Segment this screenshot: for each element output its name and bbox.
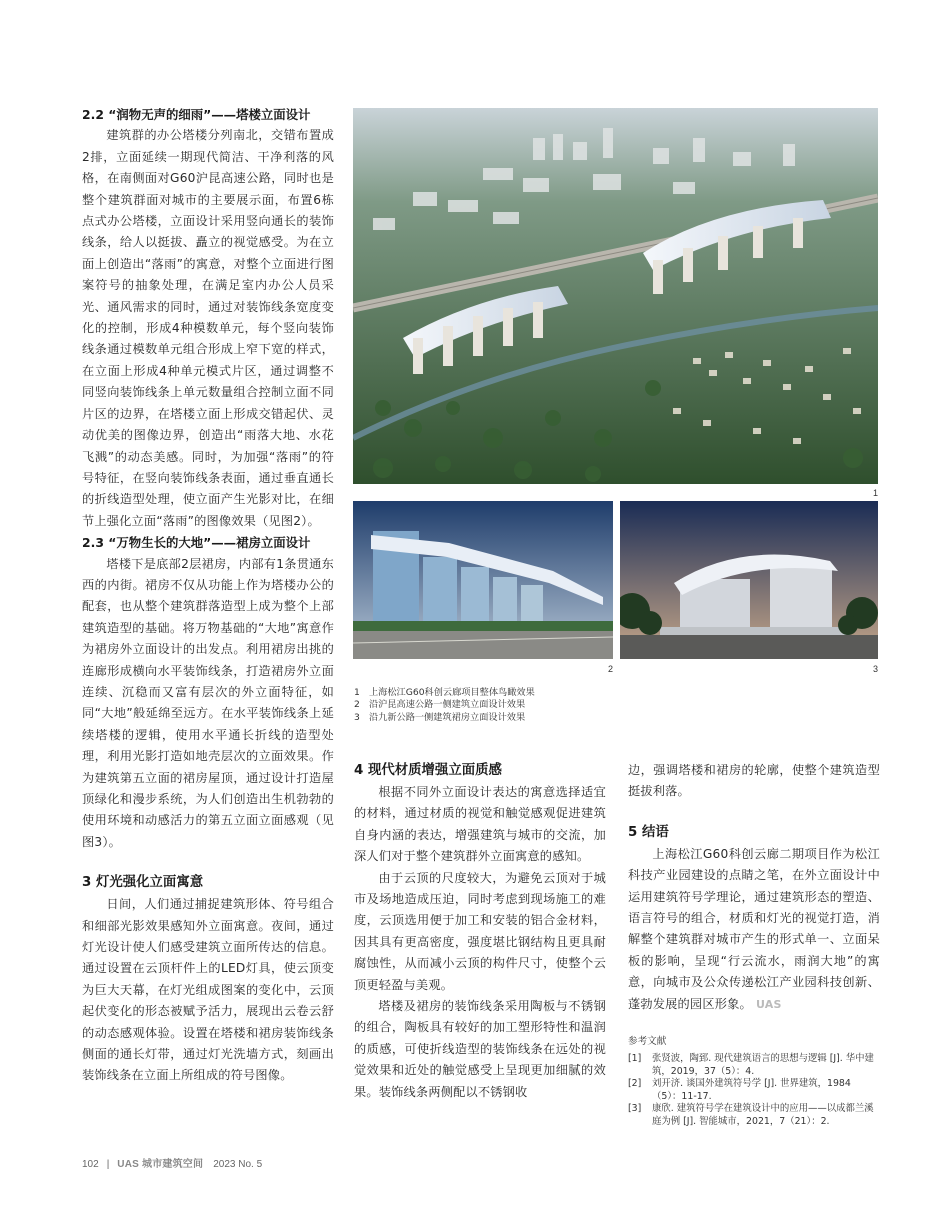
caption-2: 2 沿沪昆高速公路一侧建筑立面设计效果 [354,699,526,711]
conclusion-body: 上海松江G60科创云廊二期项目作为松江科技产业园建设的点睛之笔，在外立面设计中运用建筑符号学理论，通过建筑形态的塑造、语言符号的组合，材质和灯光的视觉打造，消解整个建筑群对城市产生的形式单一、立面呆板的影响，呈现“行云流水，雨润大地”的寓意，向城市及公众传递松江产业园科技创新、蓬勃发展的园区形象。 UAS [628,846,880,1011]
page-number: 102 [82,1159,99,1170]
section-2-3-title: 2.3 “万物生长的大地”——裙房立面设计 [82,535,311,551]
section-2-3-body: 塔楼下是底部2层裙房，内部有1条贯通东西的内街。裙房不仅从功能上作为塔楼办公的配套，也从整个建筑群落造型上成为整个上部建筑造型的基础。将万物基础的“大地”寓意作为裙房外立面设计的出发点。利用裙房出挑的连廊形成横向水平装饰线条，打造裙房外立面连续、沉稳而又富有层次的外立面特征，如同“大地”般延绵至远方。在水平装饰线条上延续塔楼的逻辑，使用水平通长折线的造型处理，利用光影打造如地壳层次的立面效果。作为建筑第五立面的裙房屋顶，通过设计打造屋顶绿化和漫步系统，为人们创造出生机勃勃的使用环境和动感活力的第五立面立面感观（见图3）。 [82,556,334,849]
page-footer [82,1155,262,1170]
reference-item: [2] 刘开济. 谈国外建筑符号学 [J]. 世界建筑，1984（5）：11-17. [628,1078,851,1102]
middle-column [354,760,606,1103]
section-4-paragraph-1: 根据不同外立面设计表达的寓意选择适宜的材料，通过材质的视觉和触觉感观促进建筑自身内涵的表达，增强建筑与城市的交流，加深人们对于整个建筑群外立面寓意的感知。 [354,785,606,864]
section-3-body: 日间，人们通过捕捉建筑形体、符号组合和细部光影效果感知外立面寓意。夜间，通过灯光设计使人们感受建筑立面所传达的信息。通过设置在云顶杆件上的LED灯具，使云顶变为巨大天幕，在灯光组成图案的变化中，云顶起伏变化的形态被赋予活力，展现出云卷云舒的动态感观体验。设置在塔楼和裙房装饰线条侧面的通长灯带，通过灯光洗墙方式，刻画出装饰线条在立面上所组成的符号图像。 [82,897,334,1083]
end-mark: UAS [755,997,782,1011]
reference-item: [3] 康欣. 建筑符号学在建筑设计中的应用——以成都兰溪庭为例 [J]. 智能城市，2021，7（21）：2. [628,1103,874,1128]
right-column [628,760,880,1129]
section-4-title: 4 现代材质增强立面质感 [354,763,502,778]
caption-1: 1 上海松江G60科创云廊项目整体鸟瞰效果 [354,687,535,698]
section-2-2-title: 2.2 “润物无声的细雨”——塔楼立面设计 [82,107,311,122]
section-4-continuation: 边，强调塔楼和裙房的轮廓，使整个建筑造型挺拔利落。 [628,763,880,799]
journal-logo: UAS 城市建筑空间 [117,1159,204,1170]
figure-3-number: 3 [873,664,879,674]
figure-1-number: 1 [873,488,879,498]
section-4-paragraph-2: 由于云顶的尺度较大，为避免云顶对于城市及场地造成压迫，同时考虑到现场施工的难度，云顶选用便于加工和安装的铝合金材料，因其具有更高密度，强度堪比钢结构且更具耐腐蚀性，从而减小云顶的构件尺寸，使整个云顶更轻盈与美观。 [354,870,606,992]
section-5-title: 5 结语 [628,824,669,840]
figure-2-number: 2 [608,664,614,674]
section-2-2-body: 建筑群的办公塔楼分列南北，交错布置成2排，立面延续一期现代简洁、干净利落的风格，在南侧面对G60沪昆高速公路，同时也是整个建筑群面对城市的主要展示面，布置6栋点式办公塔楼，立面设计采用竖向通长的装饰线条，给人以挺拔、矗立的视觉感受。为在立面上创造出“落雨”的寓意，对整个立面进行图案符号的抽象处理，在满足室内办公人员采光、通风需求的同时，通过对装饰线条宽度变化的控制，形成4种模数单元，每个竖向装饰线条通过模数单元组合形成上窄下宽的样式，在立面上形成4种单元模式片区，通过调整不同竖向装饰线条上单元数量组合控制立面不同片区的边界，在塔楼立面上形成交错起伏、灵动优美的图像边界，创造出“雨落大地、水花飞溅”的动态美感。同时，为加强“落雨”的符号特征，在竖向装饰线条表面，通过垂直通长的折线造型处理，使立面产生光影对比，在细节上强化立面“落雨”的图像效果（见图2）。 [82,128,334,528]
figure-3-podium-photo [620,501,878,659]
footer-separator: | [106,1159,110,1170]
section-4-paragraph-3: 塔楼及裙房的装饰线条采用陶板与不锈钢的组合，陶板具有较好的加工塑形特性和温润的质感，可使折线造型的装饰线条在远处的视觉效果和近处的触觉感受上呈现更加细腻的效果。装饰线条两侧配以不锈钢收 [354,999,606,1099]
figure-1-aerial-photo [353,108,878,484]
figure-2-highway-side-photo [353,501,613,659]
reference-item: [1] 张贤波，陶郅. 现代建筑语言的思想与逻辑 [J]. 华中建筑，2019，37（5）：4. [628,1053,874,1077]
issue-label: 2023 No. 5 [213,1159,263,1170]
references-title: 参考文献 [628,1036,667,1048]
caption-3: 3 沿九新公路一侧建筑裙房立面设计效果 [354,711,526,723]
section-3-title: 3 灯光强化立面寓意 [82,875,204,891]
left-column [82,104,334,1087]
figure-captions [354,687,535,724]
